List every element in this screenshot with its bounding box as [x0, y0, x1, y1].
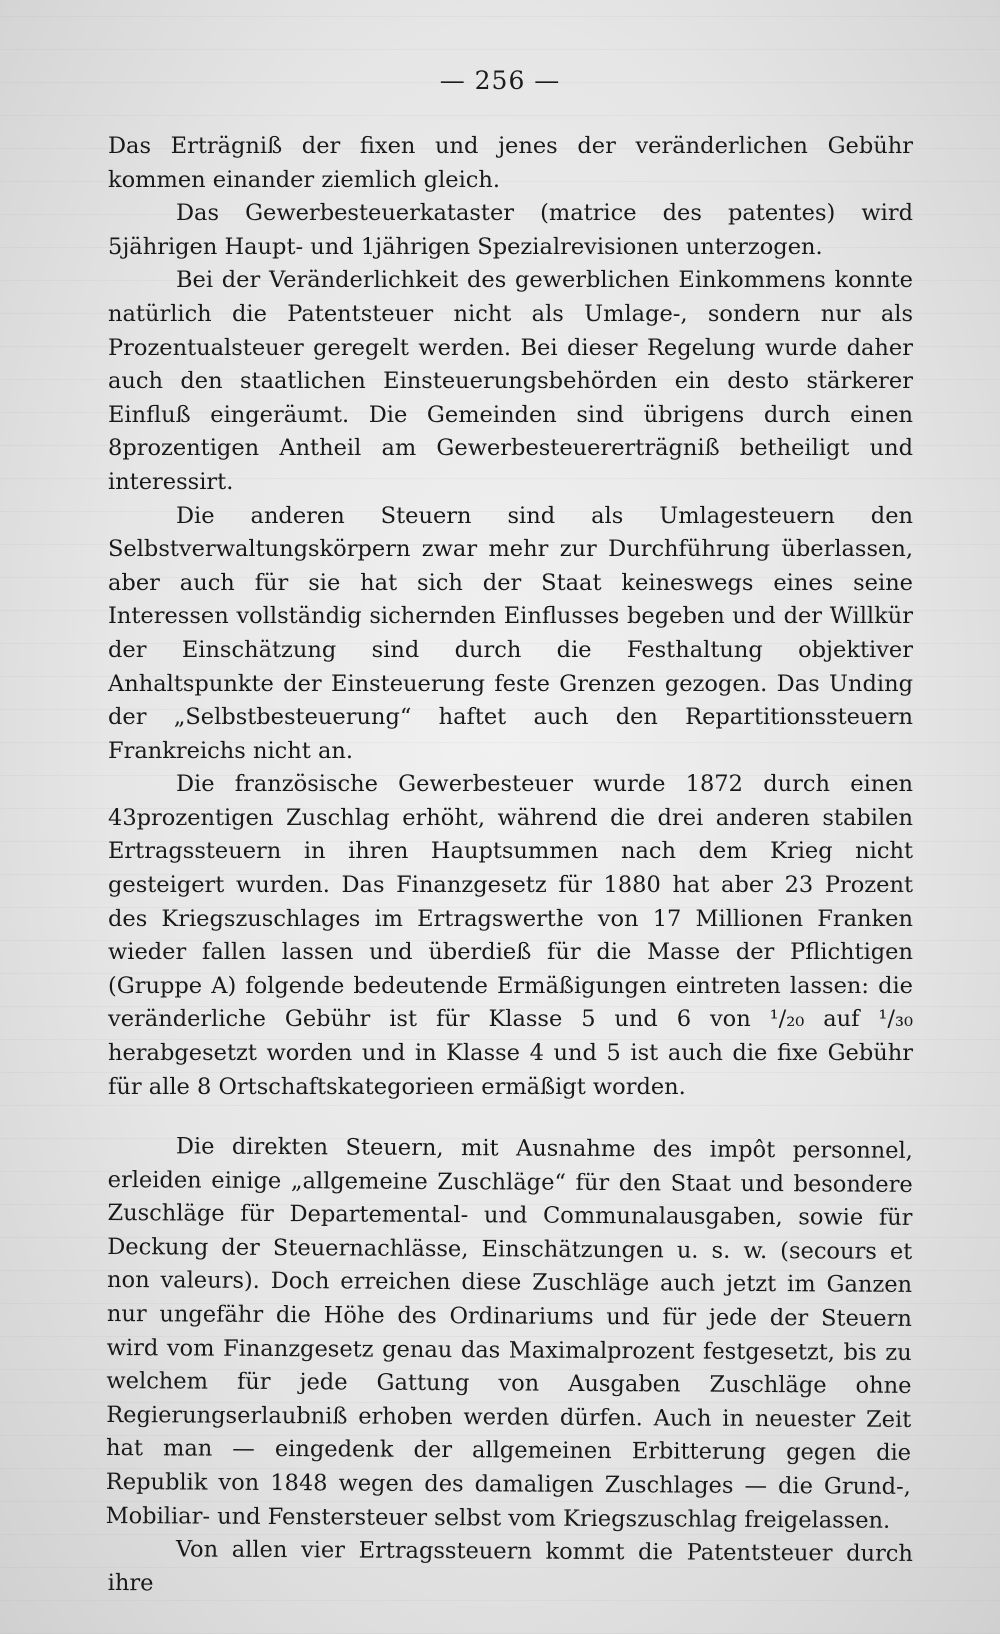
paragraph-2: Das Gewerbesteuerkataster (matrice des patentes) wird 5jährigen Haupt- und 1jährigen Spezialrevisionen unterzogen. — [108, 200, 913, 260]
paragraph-5: Die französische Gewerbesteuer wurde 1872 durch einen 43prozentigen Zuschlag erhöht, während die drei anderen stabilen Ertragssteuern in ihren Hauptsummen nach dem Krieg nicht gesteigert wurden. Das Finanzgesetz für 1880 hat aber 23 Prozent des Kriegszuschlages im Ertragswerthe von 17 Millionen Franken wieder fallen lassen und überdieß für die Masse der Pflichtigen (Gruppe A) folgende bedeutende Ermäßigungen eintreten lassen: die veränderliche Gebühr ist für Klasse 5 und 6 von ¹/₂₀ auf ¹/₃₀ herabgesetzt worden und in Klasse 4 und 5 ist auch die fixe Gebühr für alle 8 Ortschaftskategorieen ermäßigt worden. — [108, 771, 913, 1100]
page-number: — 256 — — [439, 66, 561, 95]
body-text — [105, 130, 913, 1601]
paragraph-4: Die anderen Steuern sind als Umlagesteuern den Selbstverwaltungskörpern zwar mehr zur Durchführung überlassen, aber auch für sie hat sich der Staat keineswegs eines seine Interessen vollständig sichernden Einflusses begeben und der Willkür der Einschätzung sind durch die Festhaltung objektiver Anhaltspunkte der Einsteuerung feste Grenzen gezogen. Das Unding der „Selbstbesteuerung“ haftet auch den Repartitionssteuern Frankreichs nicht an. — [108, 502, 913, 764]
paragraph-6: Die direkten Steuern, mit Ausnahme des impôt personnel, erleiden einige „allgemeine Zuschläge“ für den Staat und besondere Zuschläge für Departemental- und Communalausgaben, sowie für Deckung der Steuernachlässe, Einschätzungen u. s. w. (secours et non valeurs). Doch erreichen diese Zuschläge auch jetzt im Ganzen nur ungefähr die Höhe des Ordinariums und für jede der Steuern wird vom Finanzgesetz genau das Maximalprozent festgesetzt, bis zu welchem für jede Gattung von Ausgaben Zuschläge ohne Regierungserlaubniß erhoben werden dürfen. Auch in neuester Zeit hat man — eingedenk der allgemeinen Erbitterung gegen die Republik von 1848 wegen des damaligen Zuschlages — die Grund-, Mobiliar- und Fenstersteuer selbst vom Kriegszuschlag freigelassen. — [105, 1133, 913, 1534]
paragraph-3: Bei der Veränderlichkeit des gewerblichen Einkommens konnte natürlich die Patentsteuer nicht als Umlage-, sondern nur als Prozentualsteuer geregelt werden. Bei dieser Regelung wurde daher auch den staatlichen Einsteuerungsbehörden ein desto stärkerer Einfluß eingeräumt. Die Gemeinden sind übrigens durch einen 8prozentigen Antheil am Gewerbesteuererträgniß betheiligt und interessirt. — [108, 267, 913, 495]
paragraph-1: Das Erträgniß der fixen und jenes der veränderlichen Gebühr kommen einander ziemlich gleich. — [108, 133, 913, 193]
paragraph-7: Von allen vier Ertragssteuern kommt die Patentsteuer durch ihre — [107, 1536, 913, 1597]
